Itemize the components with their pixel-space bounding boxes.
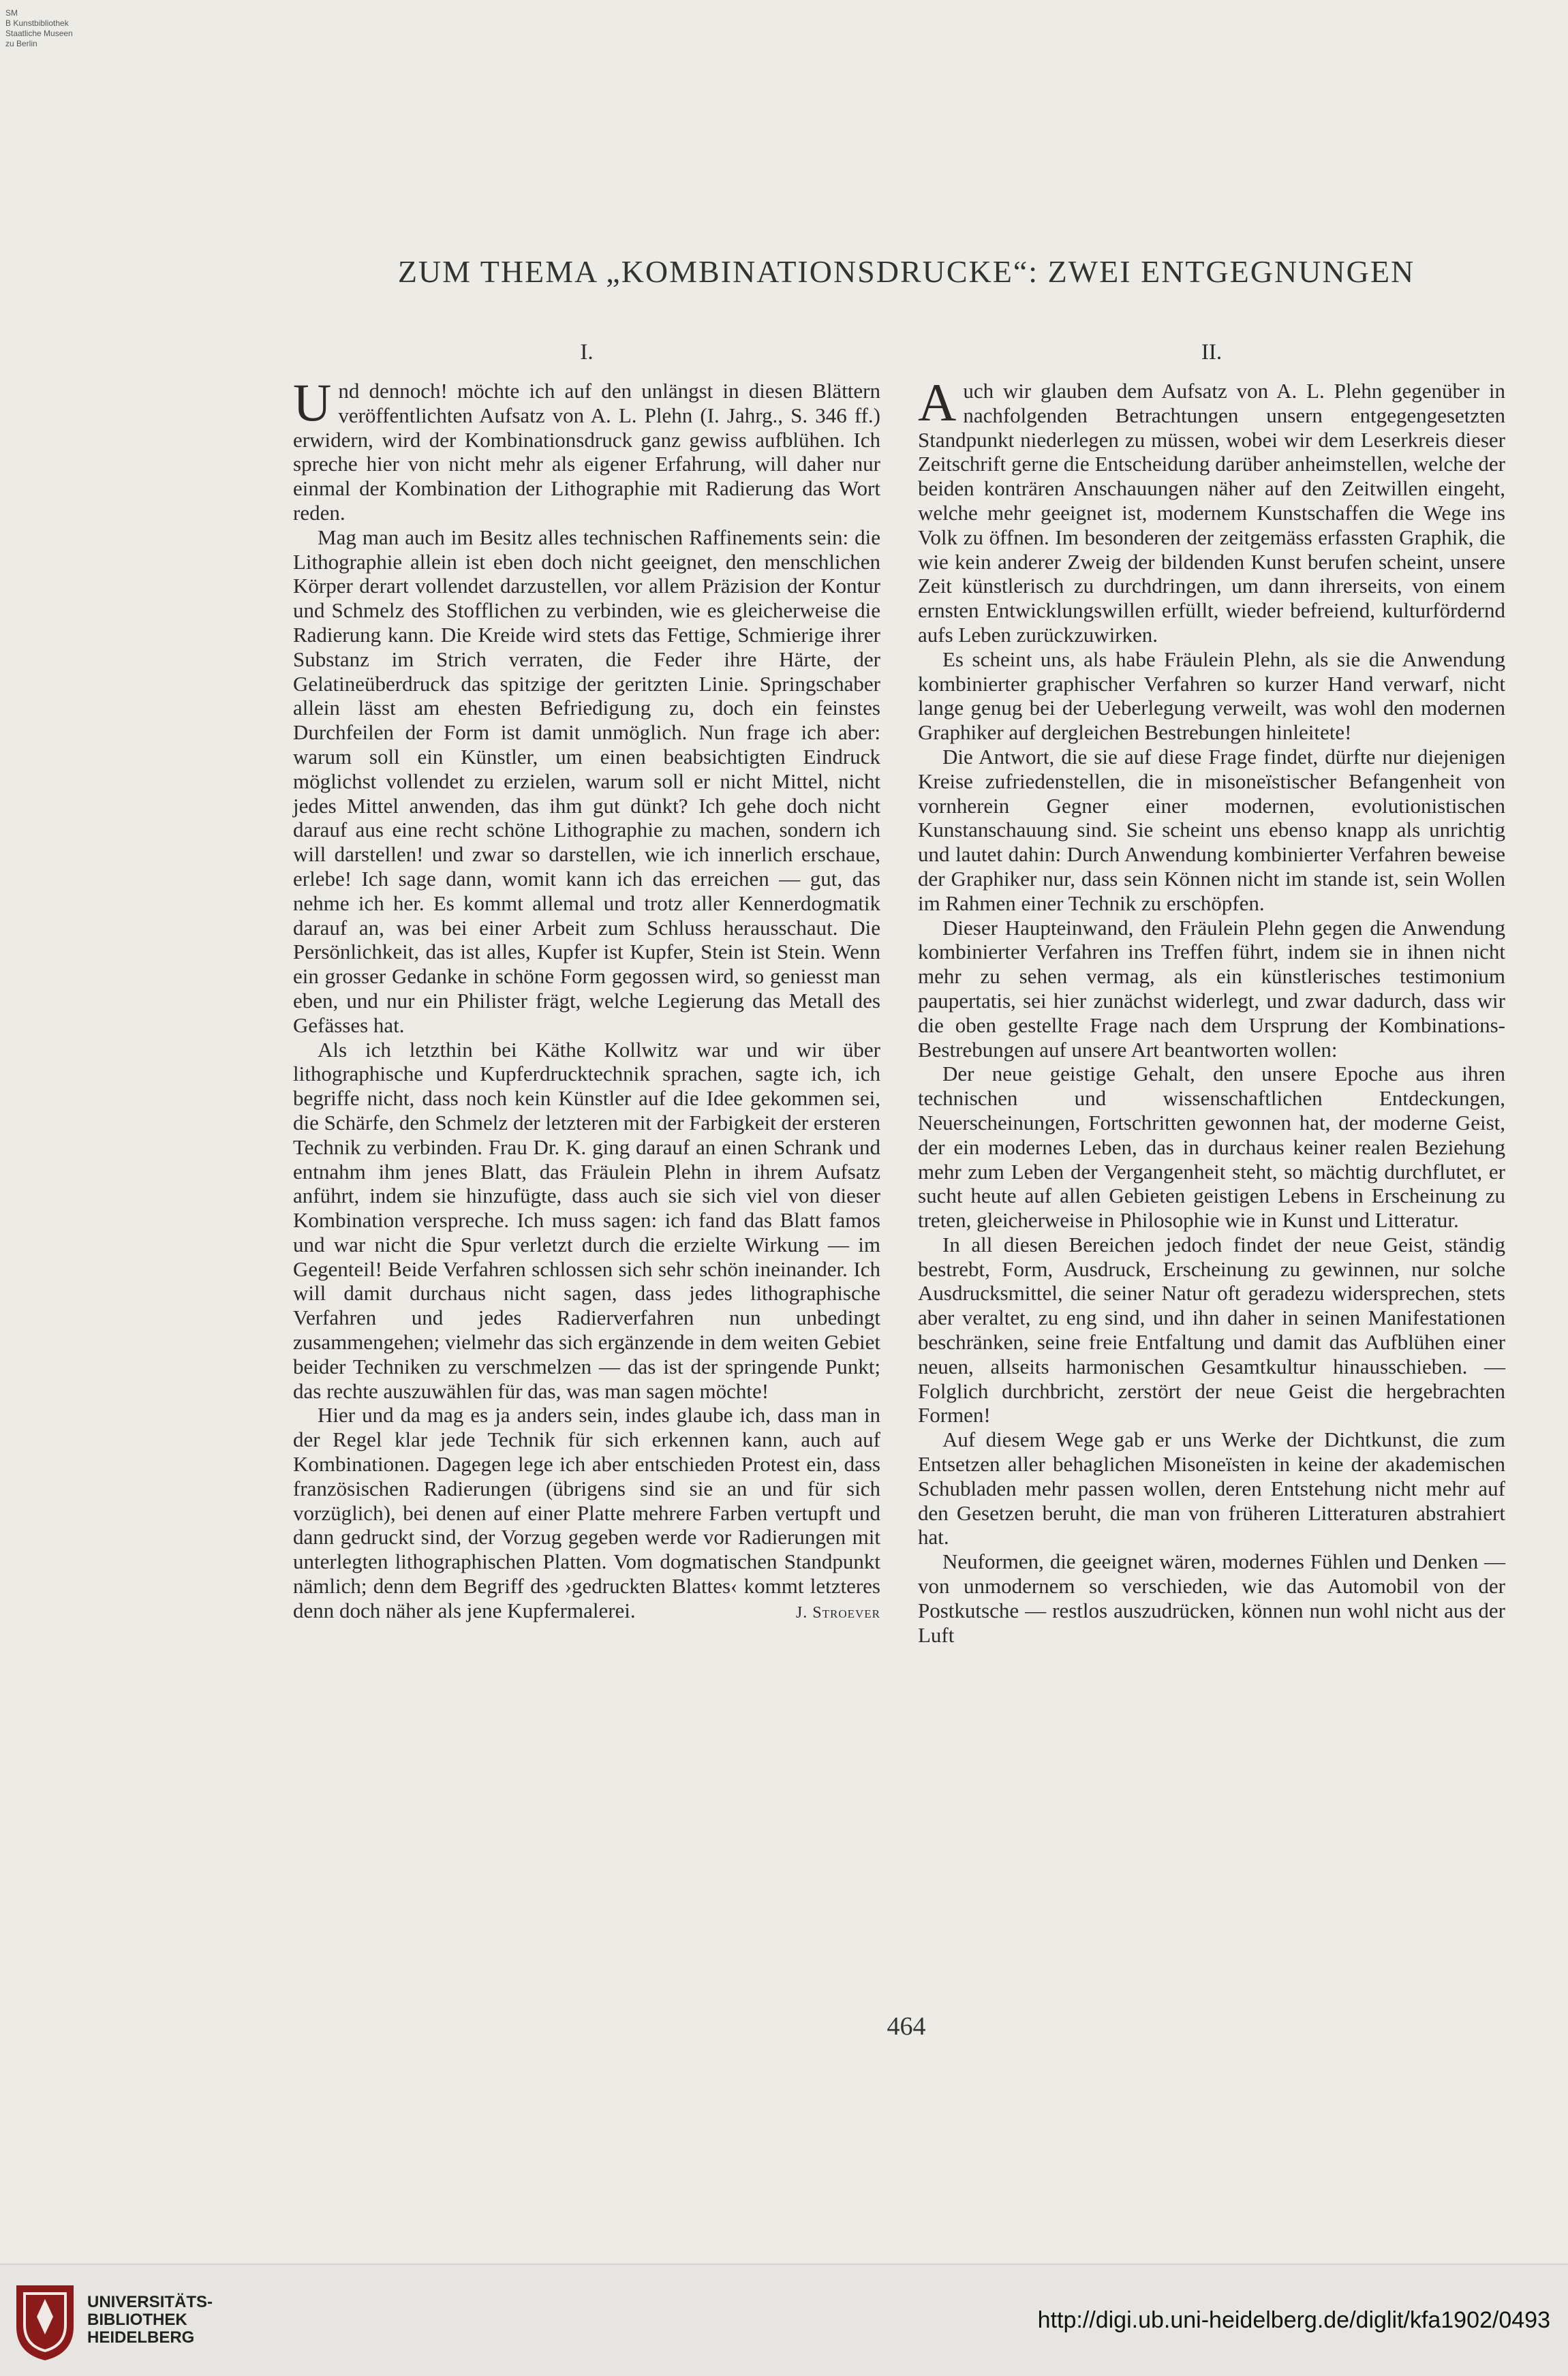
paragraph bbox=[918, 373, 1505, 647]
library-stamp bbox=[5, 8, 73, 49]
page-number: 464 bbox=[887, 2012, 926, 2041]
stamp-line: SM bbox=[5, 8, 18, 18]
paragraph bbox=[293, 373, 880, 525]
university-seal-icon bbox=[10, 2279, 80, 2363]
article-title: ZUM THEMA „KOMBINATIONSDRUCKE“: ZWEI ENTGEGNUNGEN bbox=[397, 254, 1415, 289]
paragraph: Der neue geistige Gehalt, den unsere Epoche aus ihren technischen und wissenschaftlichen Entdeckungen, Neuerscheinungen, Fortschritten gewonnen hat, der moderne Geist, der ein modernes Leben, das in durchaus keiner realen Beziehung mehr zum Leben der Vergangenheit steht, so mächtig durchflutet, er sucht heute auf allen Gebieten geistigen Lebens in Erscheinung zu treten, gleicherweise in Philosophie wie in Kunst und Litteratur. bbox=[918, 1062, 1505, 1233]
paragraph-text: Hier und da mag es ja anders sein, indes glaube ich, dass man in der Regel klar jede Technik für sich erkennen kann, auch auf Kombinationen. Dagegen lege ich aber entschieden Protest ein, dass französischen Radierungen (übrigens sind sie an und für sich vorzüglich), bei denen auf einer Platte mehrere Farben vertupft und dann gedruckt sind, der Vorzug gegeben werde vor Radierungen mit unterlegten lithographischen Platten. Vom dogmatischen Standpunkt nämlich; denn dem Begriff des ›gedruckten Blattes‹ kommt letzteres denn doch näher als jene Kupfermalerei. bbox=[293, 1403, 880, 1622]
right-column bbox=[918, 341, 1505, 1647]
paragraph: Mag man auch im Besitz alles technischen Raffinements sein: die Lithographie allein ist eben doch nicht geeignet, den menschlichen Körper derart vollendet darzustellen, vor allem Präzision der Kontur und Schmelz des Stofflichen zu verbinden, wie es gleicherweise die Radierung kann. Die Kreide wird stets das Fettige, Schmierige ihrer Substanz im Strich verraten, die Feder ihre Härte, der Gelatineüberdruck das spitzige der geritzten Linie. Springschaber allein lässt am ehesten Befriedigung zu, doch ein feinstes Durchfeilen der Form ist damit unmöglich. Nun frage ich aber: warum soll ein Künstler, um einen beabsichtigten Eindruck möglichst vollendet zu erzielen, warum soll er nicht Mittel, nicht jedes Mittel anwenden, das ihm gut dünkt? Ich gehe doch nicht darauf aus eine recht schöne Lithographie zu machen, sondern ich will darstellen! und zwar so darstellen, wie ich innerlich erschaue, erlebe! Ich sage dann, womit kann ich das erreichen — gut, das nehme ich her. Es kommt allemal und trotz aller Kennerdogmatik darauf an, was bei einer Arbeit zum Schluss herausschaut. Die Persönlichkeit, das ist alles, Kupfer ist Kupfer, Stein ist Stein. Wenn ein grosser Gedanke in schöne Form gegossen wird, so geniesst man eben, und nur ein Philister frägt, welche Legierung das Metall des Gefässes hat. bbox=[293, 525, 880, 1037]
library-name bbox=[87, 2294, 213, 2347]
stamp-line: B Kunstbibliothek bbox=[5, 18, 69, 28]
paragraph: Als ich letzthin bei Käthe Kollwitz war und wir über lithographische und Kupferdrucktechnik sprachen, sagte ich, ich begriffe nicht, dass noch kein Künstler auf die Idee gekommen sei, die Schärfe, den Schmelz der letzteren mit der Farbigkeit der ersteren Technik zu verbinden. Frau Dr. K. ging darauf an einen Schrank und entnahm ihm jenes Blatt, das Fräulein Plehn in ihrem Aufsatz anführt, indem sie hinzufügte, dass auch sie sich viel von dieser Kombination verspreche. Ich muss sagen: ich fand das Blatt famos und war nicht die Spur verletzt durch die erzielte Wirkung — im Gegenteil! Beide Verfahren schlossen sich sehr schön ineinander. Ich will damit durchaus nicht sagen, dass jedes lithographische Verfahren und jedes Radierverfahren nun unbedingt zusammengehen; vielmehr das sich ergänzende in dem weiten Gebiet beider Techniken zu verschmelzen — das ist der springende Punkt; das rechte auszuwählen für das, was man sagen möchte! bbox=[293, 1037, 880, 1403]
paragraph: Es scheint uns, als habe Fräulein Plehn, als sie die Anwendung kombinierter graphischer Verfahren so kurzer Hand verwarf, nicht lange genug bei der Ueberlegung verweilt, was wohl den modernen Graphiker auf dergleichen Bestrebungen hinleitete! bbox=[918, 647, 1505, 745]
paragraph bbox=[293, 1403, 880, 1622]
paragraph: In all diesen Bereichen jedoch findet der neue Geist, ständig bestrebt, Form, Ausdruck, Erscheinung zu gewinnen, nur solche Ausdrucksmittel, die seiner Natur oft geradezu widersprechen, stets aber veraltet, zu eng sind, und ihn daher in seinen Manifestationen beschränken, seine freie Entfaltung und damit das Aufblühen einer neuen, allseits harmonischen Gesamtkultur hinausschieben. — Folglich durchbricht, zerstört der neue Geist die hergebrachten Formen! bbox=[918, 1232, 1505, 1428]
section-heading-ii: II. bbox=[1201, 340, 1223, 365]
drop-cap: A bbox=[918, 373, 957, 432]
stamp-line: zu Berlin bbox=[5, 39, 37, 48]
library-name-line: UNIVERSITÄTS- bbox=[87, 2293, 213, 2311]
source-url-link[interactable]: http://digi.ub.uni-heidelberg.de/diglit/kfa1902/0493 bbox=[1037, 2307, 1550, 2333]
author-signature: J. Stroever bbox=[795, 1603, 880, 1622]
drop-cap: U bbox=[293, 373, 332, 432]
section-heading-i: I. bbox=[580, 340, 594, 365]
paragraph: Die Antwort, die sie auf diese Frage findet, dürfte nur diejenigen Kreise zufriedenstellen, die in misoneïstischer Befangenheit von vornherein Gegner einer modernen, evolutionistischen Kunstanschauung sind. Sie scheint uns ebenso knapp als unrichtig und lautet dahin: Durch Anwendung kombinierter Verfahren beweise der Graphiker nur, dass sein Können nicht im stande ist, sein Wollen im Rahmen einer Technik zu erschöpfen. bbox=[918, 744, 1505, 915]
library-name-line: HEIDELBERG bbox=[87, 2328, 195, 2347]
stamp-line: Staatliche Museen bbox=[5, 29, 73, 38]
digitization-footer bbox=[0, 2264, 1568, 2376]
paragraph: Dieser Haupteinwand, den Fräulein Plehn gegen die Anwendung kombinierter Verfahren ins Treffen führt, indem sie in ihnen nicht mehr zu sehen vermag, als ein künstlerisches testimonium paupertatis, sei hier zunächst widerlegt, und zwar dadurch, dass wir die oben gestellte Frage nach dem Ursprung der Kombinations-Bestrebungen auf unsere Art beantworten wollen: bbox=[918, 915, 1505, 1062]
paragraph-text: nd dennoch! möchte ich auf den unlängst in diesen Blättern veröffentlichten Aufsatz von A. L. Plehn (I. Jahrg., S. 346 ff.) erwidern, wird der Kombinationsdruck ganz gewiss aufblühen. Ich spreche hier von nicht mehr als eigener Erfahrung, will daher nur einmal der Kombination der Lithographie mit Radierung das Wort reden. bbox=[293, 379, 880, 525]
paragraph: Neuformen, die geeignet wären, modernes Fühlen und Denken — von unmodernem so verschieden, wie das Automobil von der Postkutsche — restlos auszudrücken, können nun wohl nicht aus der Luft bbox=[918, 1549, 1505, 1647]
paragraph-text: uch wir glauben dem Aufsatz von A. L. Plehn gegenüber in nachfolgenden Betrachtungen unsern entgegengesetzten Standpunkt niederlegen zu müssen, wobei wir dem Leserkreis dieser Zeitschrift gerne die Entscheidung darüber anheimstellen, welche der beiden konträren Anschauungen näher auf den Zeitwillen eingeht, welche mehr geeignet ist, modernem Kunstschaffen die Wege ins Volk zu öffnen. Im besonderen der zeitgemäss erfassten Graphik, die wie kein anderer Zweig der bildenden Kunst berufen scheint, unsere Zeit künstlerisch zu durchdringen, um dann ihrerseits, von einem ernsten Entwicklungswillen erfüllt, wieder befreiend, kulturfördernd aufs Leben zurückzuwirken. bbox=[918, 379, 1505, 647]
left-column bbox=[293, 341, 880, 1626]
paragraph: Auf diesem Wege gab er uns Werke der Dichtkunst, die zum Entsetzen aller behaglichen Misoneïsten in keine der akademischen Schubladen mehr passen wollen, deren Entstehung nicht mehr auf den Gesetzen beruht, die man von früheren Litteraturen abstrahiert hat. bbox=[918, 1428, 1505, 1549]
library-name-line: BIBLIOTHEK bbox=[87, 2311, 187, 2329]
